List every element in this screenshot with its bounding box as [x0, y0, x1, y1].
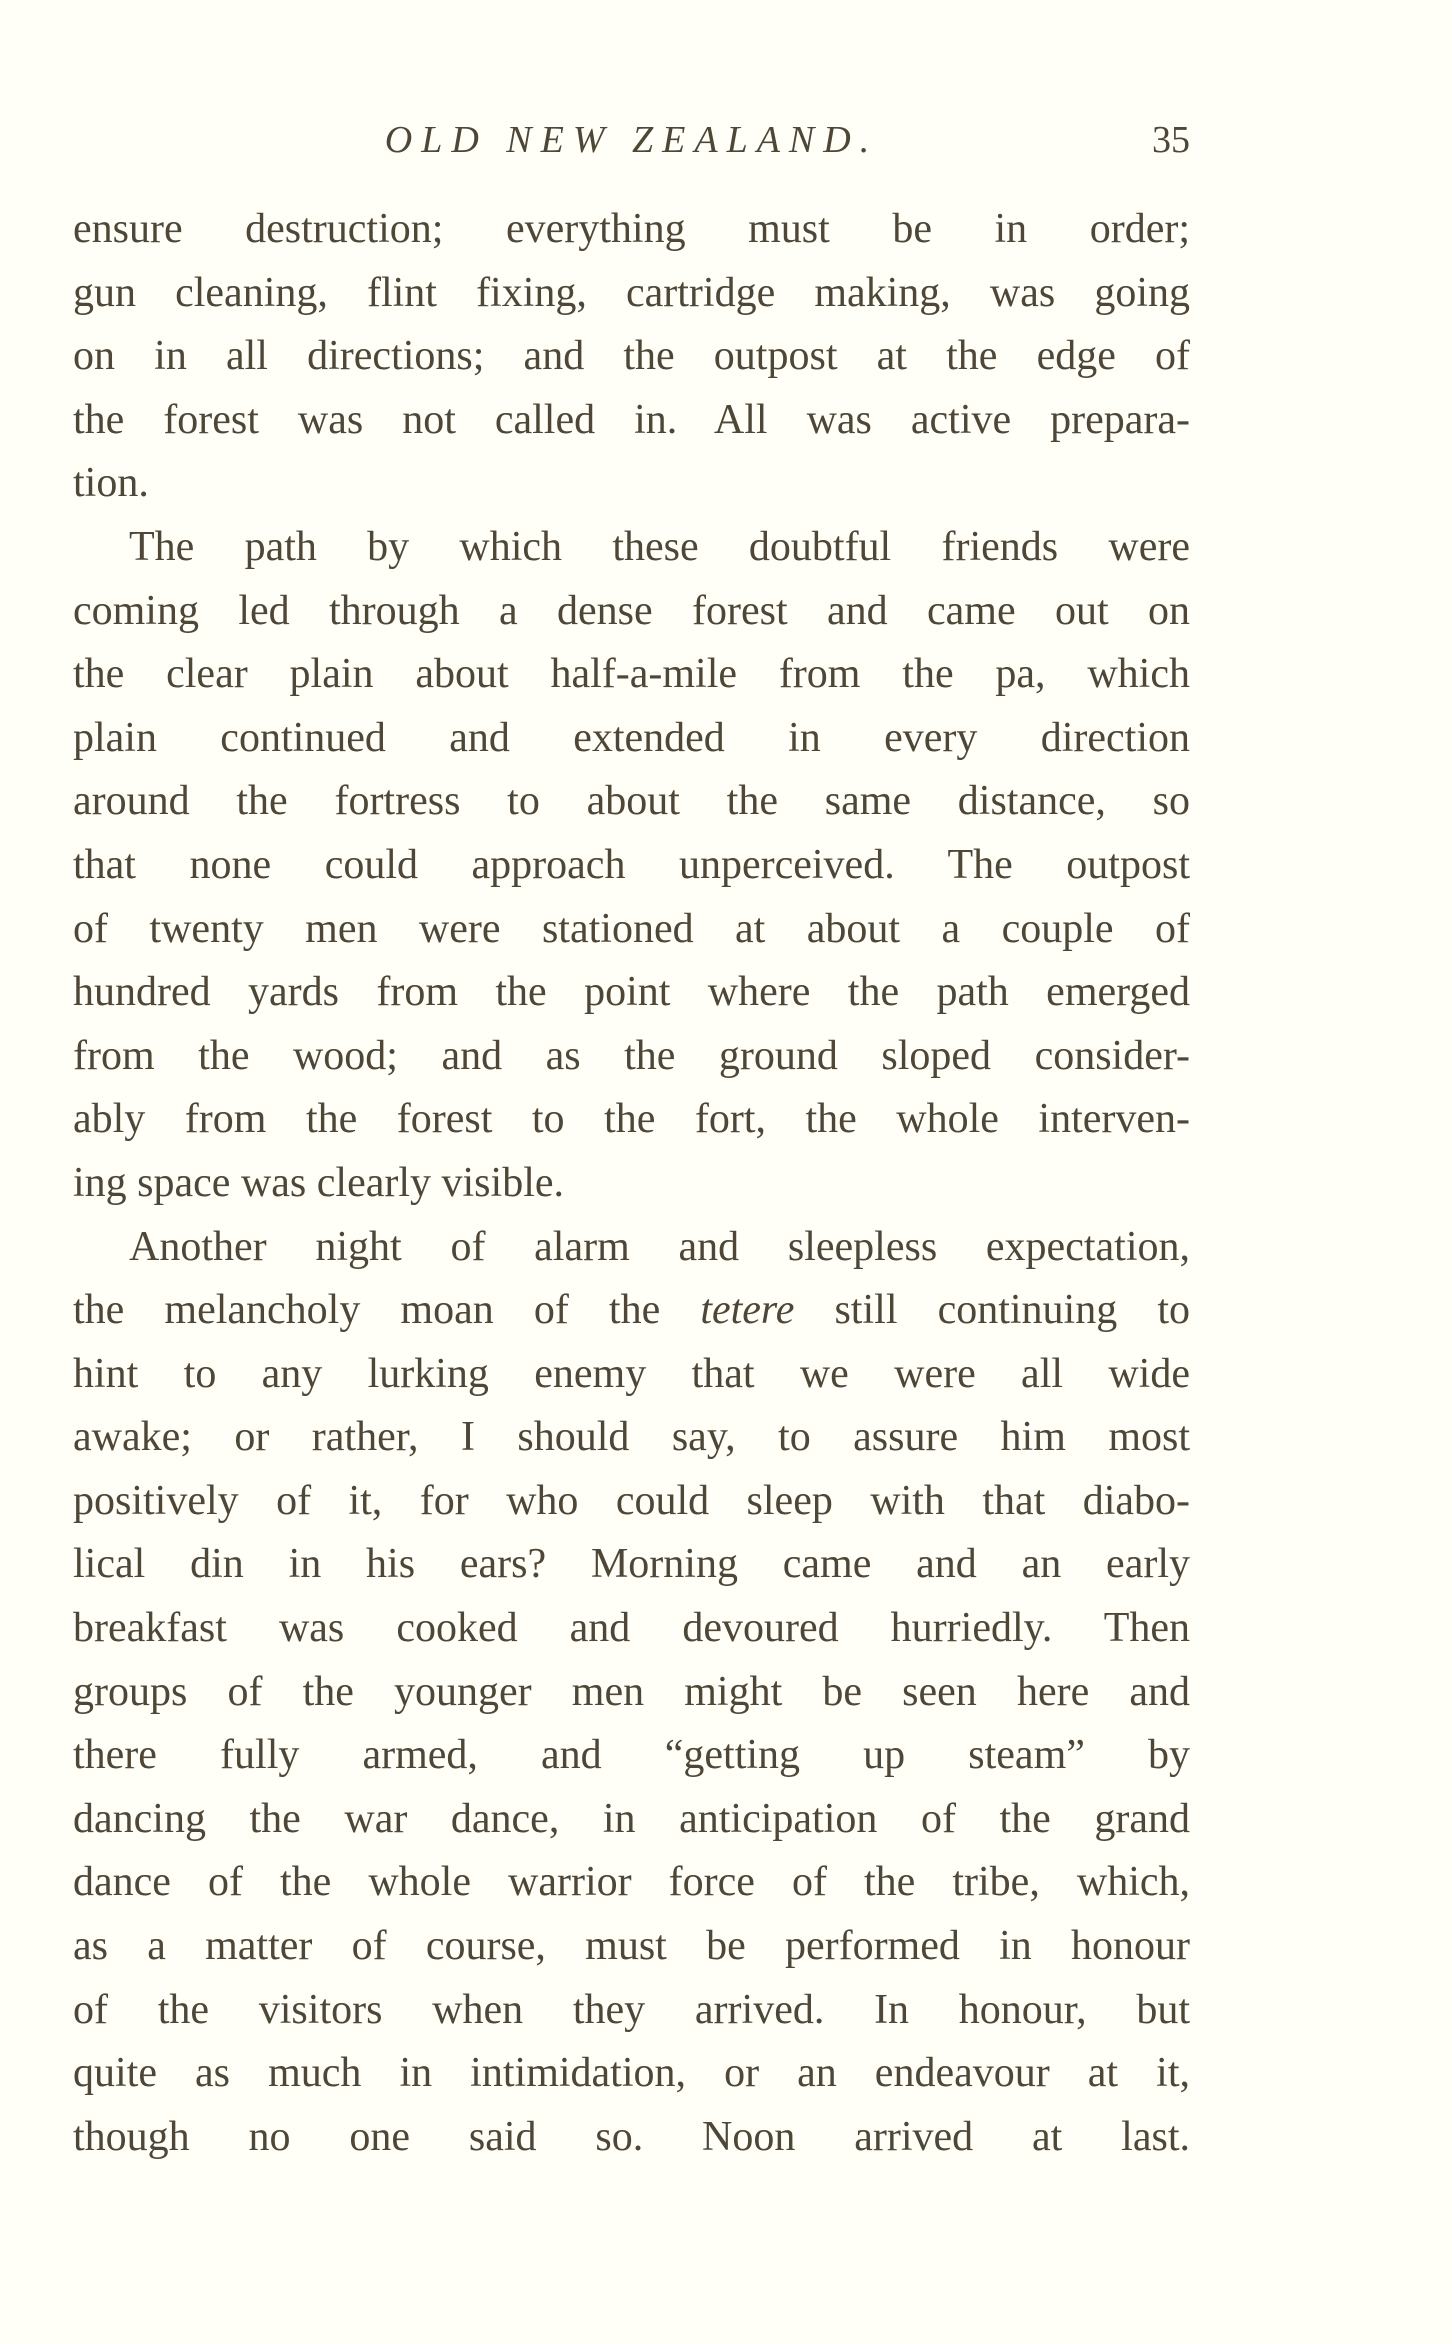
- paragraph: [73, 516, 1190, 1216]
- text-line: that none could approach unperceived. The outpost: [73, 841, 1190, 888]
- text-line: the clear plain about half-a-mile from the pa, which: [73, 651, 1190, 698]
- text-line: though no one said so. Noon arrived at last.: [73, 2113, 1190, 2160]
- text-line: as a matter of course, must be performed in honour: [73, 1923, 1190, 1970]
- page-number: 35: [1152, 119, 1190, 161]
- text-line: ensure destruction; everything must be in order;: [73, 206, 1190, 252]
- text-line: [73, 1279, 1190, 1343]
- page-body: [73, 198, 1190, 2169]
- text-line: the forest was not called in. All was active prepara-: [73, 396, 1190, 443]
- text-line: on in all directions; and the outpost at the edge of: [73, 333, 1190, 380]
- text-line: of twenty men were stationed at about a couple of: [73, 905, 1190, 952]
- text-line: positively of it, for who could sleep with that diabo-: [73, 1477, 1190, 1524]
- line-segment: still continuing to: [794, 1287, 1190, 1334]
- text-line: quite as much in intimidation, or an endeavour at it,: [73, 2050, 1190, 2097]
- text-line: hint to any lurking enemy that we were all wide: [73, 1350, 1190, 1397]
- text-line: lical din in his ears? Morning came and an early: [73, 1541, 1190, 1588]
- text-line: around the fortress to about the same distance, so: [73, 778, 1190, 825]
- text-line: coming led through a dense forest and came out on: [73, 587, 1190, 634]
- text-line: dancing the war dance, in anticipation of the grand: [73, 1795, 1190, 1842]
- text-line: groups of the younger men might be seen here and: [73, 1668, 1190, 1715]
- text-line: breakfast was cooked and devoured hurriedly. Then: [73, 1605, 1190, 1652]
- text-line: ing space was clearly visible.: [73, 1159, 564, 1206]
- text-line: awake; or rather, I should say, to assure him most: [73, 1414, 1190, 1461]
- text-line: plain continued and extended in every direction: [73, 714, 1190, 761]
- text-line: hundred yards from the point where the path emerged: [73, 969, 1190, 1016]
- text-line: ably from the forest to the fort, the whole interven-: [73, 1096, 1190, 1143]
- line-segment: the melancholy moan of the: [73, 1287, 701, 1334]
- text-line: The path by which these doubtful friends were: [129, 523, 1190, 570]
- paragraph: [73, 198, 1190, 516]
- text-line: there fully armed, and “getting up steam” by: [73, 1732, 1190, 1779]
- text-line: dance of the whole warrior force of the tribe, which,: [73, 1859, 1190, 1906]
- text-line: Another night of alarm and sleepless expectation,: [129, 1223, 1190, 1270]
- text-line: tion.: [73, 460, 149, 507]
- page-header: [73, 112, 1190, 172]
- text-line: of the visitors when they arrived. In honour, but: [73, 1986, 1190, 2033]
- paragraph: [73, 1216, 1190, 2170]
- text-line: gun cleaning, flint fixing, cartridge making, was going: [73, 269, 1190, 316]
- running-title: OLD NEW ZEALAND.: [384, 119, 879, 161]
- italic-word: tetere: [700, 1287, 795, 1334]
- text-line: from the wood; and as the ground sloped consider-: [73, 1032, 1190, 1079]
